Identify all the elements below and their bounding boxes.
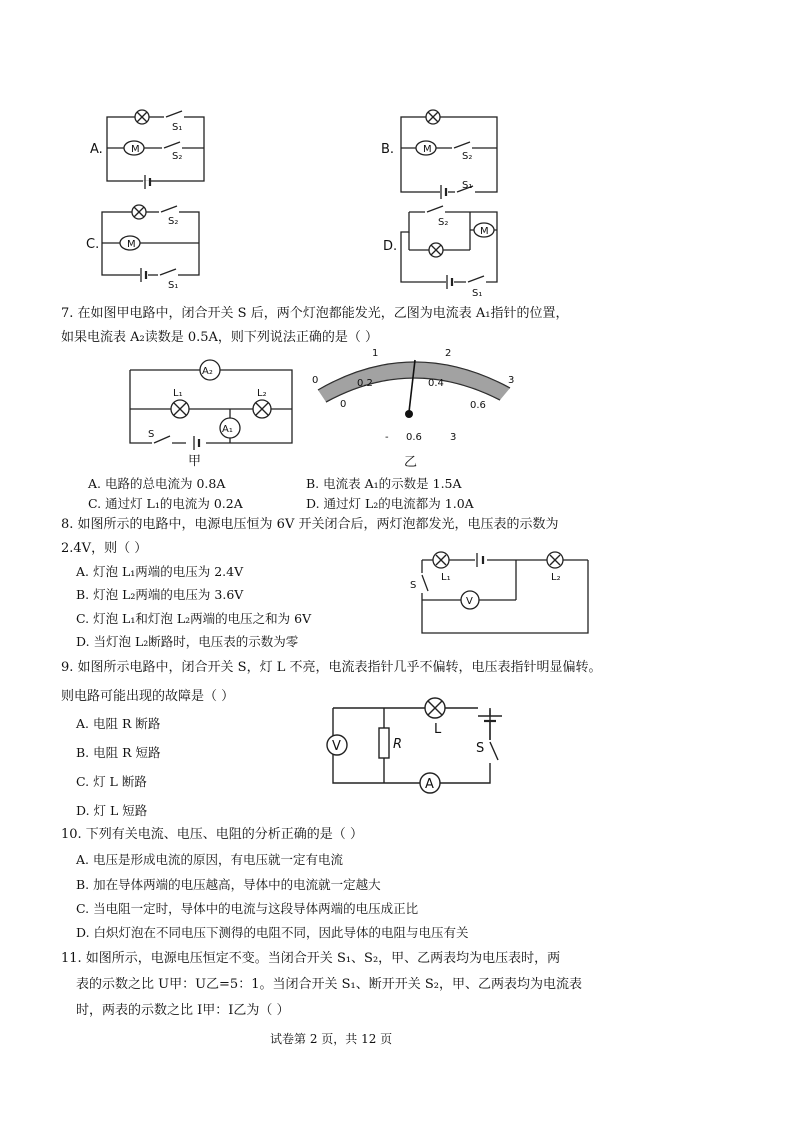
- motor-label: M: [480, 226, 489, 237]
- question-7-line: 7. 在如图甲电路中，闭合开关 S 后，两个灯泡都能发光，乙图为电流表 A₁指针的位置，: [61, 306, 569, 321]
- terminal-label: 0.6: [406, 432, 422, 443]
- lamp-l2-label: L₂: [257, 388, 267, 399]
- switch-label: S₂: [462, 151, 473, 162]
- lamp-l1-label: L₁: [173, 388, 183, 399]
- switch-s-label: S: [148, 429, 155, 440]
- question-9-line: 则电路可能出现的故障是（ ）: [61, 689, 235, 704]
- option-a: A. 电路的总电流为 0.8A: [88, 476, 226, 491]
- resistor-label: R: [393, 737, 403, 752]
- dial-tick-label: 0.2: [357, 378, 373, 389]
- question-9-line: 9. 如图所示电路中，闭合开关 S，灯 L 不亮，电流表指针几乎不偏转，电压表指针明显偏转。: [61, 660, 602, 675]
- switch-label: S₁: [472, 288, 483, 299]
- option-d: D. 灯 L 短路: [76, 803, 148, 818]
- figure-6c: [102, 205, 199, 282]
- figure-jia-label: 甲: [188, 454, 202, 469]
- question-8-line: 8. 如图所示的电路中，电源电压恒为 6V 开关闭合后，两灯泡都发光，电压表的示数为: [61, 517, 559, 532]
- switch-label: S₂: [438, 217, 449, 228]
- option-c: C. 灯 L 断路: [76, 774, 147, 789]
- question-11-line: 11. 如图所示，电源电压恒定不变。当闭合开关 S₁、S₂，甲、乙两表均为电压表时，两: [61, 951, 561, 966]
- option-a: A. 电阻 R 断路: [76, 716, 161, 731]
- figure-8: [422, 552, 588, 633]
- option-d: D. 当灯泡 L₂断路时，电压表的示数为零: [76, 634, 299, 649]
- option-d: D. 白炽灯泡在不同电压下测得的电阻不同，因此导体的电阻与电压有关: [76, 925, 469, 940]
- label-a: A.: [90, 142, 103, 157]
- label-b: B.: [381, 142, 395, 157]
- figure-6d: [401, 206, 497, 289]
- label-d: D.: [383, 239, 398, 254]
- lamp-l2-label: L₂: [551, 572, 561, 583]
- switch-label: S₁: [462, 180, 473, 191]
- figure-6a: [107, 110, 204, 189]
- switch-s-label: S: [476, 741, 485, 756]
- motor-label: M: [131, 144, 140, 155]
- switch-label: S₂: [172, 151, 183, 162]
- lamp-l-label: L: [434, 722, 442, 737]
- motor-label: M: [423, 144, 432, 155]
- dial-tick-label: 1: [372, 348, 379, 359]
- option-d: D. 通过灯 L₂的电流都为 1.0A: [306, 496, 474, 511]
- dial-tick-label: 0.4: [428, 378, 444, 389]
- dial-tick-label: 0.6: [470, 400, 486, 411]
- question-11-line: 表的示数之比 U甲：U乙=5：1。当闭合开关 S₁、断开开关 S₂，甲、乙两表均为电流表: [76, 977, 582, 992]
- switch-label: S₁: [168, 280, 179, 291]
- terminal-label: -: [385, 432, 389, 443]
- option-b: B. 电流表 A₁的示数是 1.5A: [306, 476, 462, 491]
- terminal-label: 3: [450, 432, 457, 443]
- question-7-line: 如果电流表 A₂读数是 0.5A，则下列说法正确的是（ ）: [61, 330, 379, 345]
- dial-tick-label: 0: [340, 399, 347, 410]
- switch-label: S₂: [168, 216, 179, 227]
- voltmeter-label: V: [332, 739, 341, 754]
- lamp-l1-label: L₁: [441, 572, 451, 583]
- question-8-line: 2.4V，则（ ）: [61, 541, 148, 556]
- option-a: A. 灯泡 L₁两端的电压为 2.4V: [76, 564, 244, 579]
- switch-label: S₁: [172, 122, 183, 133]
- ammeter-label: A: [425, 777, 434, 792]
- figure-yi-label: 乙: [404, 455, 418, 470]
- ammeter-a1-label: A₁: [222, 424, 233, 435]
- voltmeter-label: V: [466, 596, 473, 607]
- option-a: A. 电压是形成电流的原因，有电压就一定有电流: [76, 852, 343, 867]
- dial-tick-label: 0: [312, 375, 319, 386]
- page-footer: 试卷第 2 页，共 12 页: [270, 1032, 393, 1046]
- option-c: C. 当电阻一定时，导体中的电流与这段导体两端的电压成正比: [76, 901, 419, 916]
- switch-s-label: S: [410, 580, 417, 591]
- question-11-line: 时，两表的示数之比 I甲：I乙为（ ）: [76, 1003, 290, 1018]
- option-b: B. 加在导体两端的电压越高，导体中的电流就一定越大: [76, 877, 381, 892]
- option-b: B. 电阻 R 短路: [76, 745, 161, 760]
- dial-tick-label: 2: [445, 348, 452, 359]
- dial-tick-label: 3: [508, 375, 515, 386]
- option-c: C. 灯泡 L₁和灯泡 L₂两端的电压之和为 6V: [76, 611, 312, 626]
- option-b: B. 灯泡 L₂两端的电压为 3.6V: [76, 587, 244, 602]
- question-10-line: 10. 下列有关电流、电压、电阻的分析正确的是（ ）: [61, 827, 363, 842]
- motor-label: M: [127, 239, 136, 250]
- label-c: C.: [86, 237, 100, 252]
- figure-6b: [401, 110, 497, 199]
- ammeter-a2-label: A₂: [202, 366, 213, 377]
- option-c: C. 通过灯 L₁的电流为 0.2A: [88, 496, 243, 511]
